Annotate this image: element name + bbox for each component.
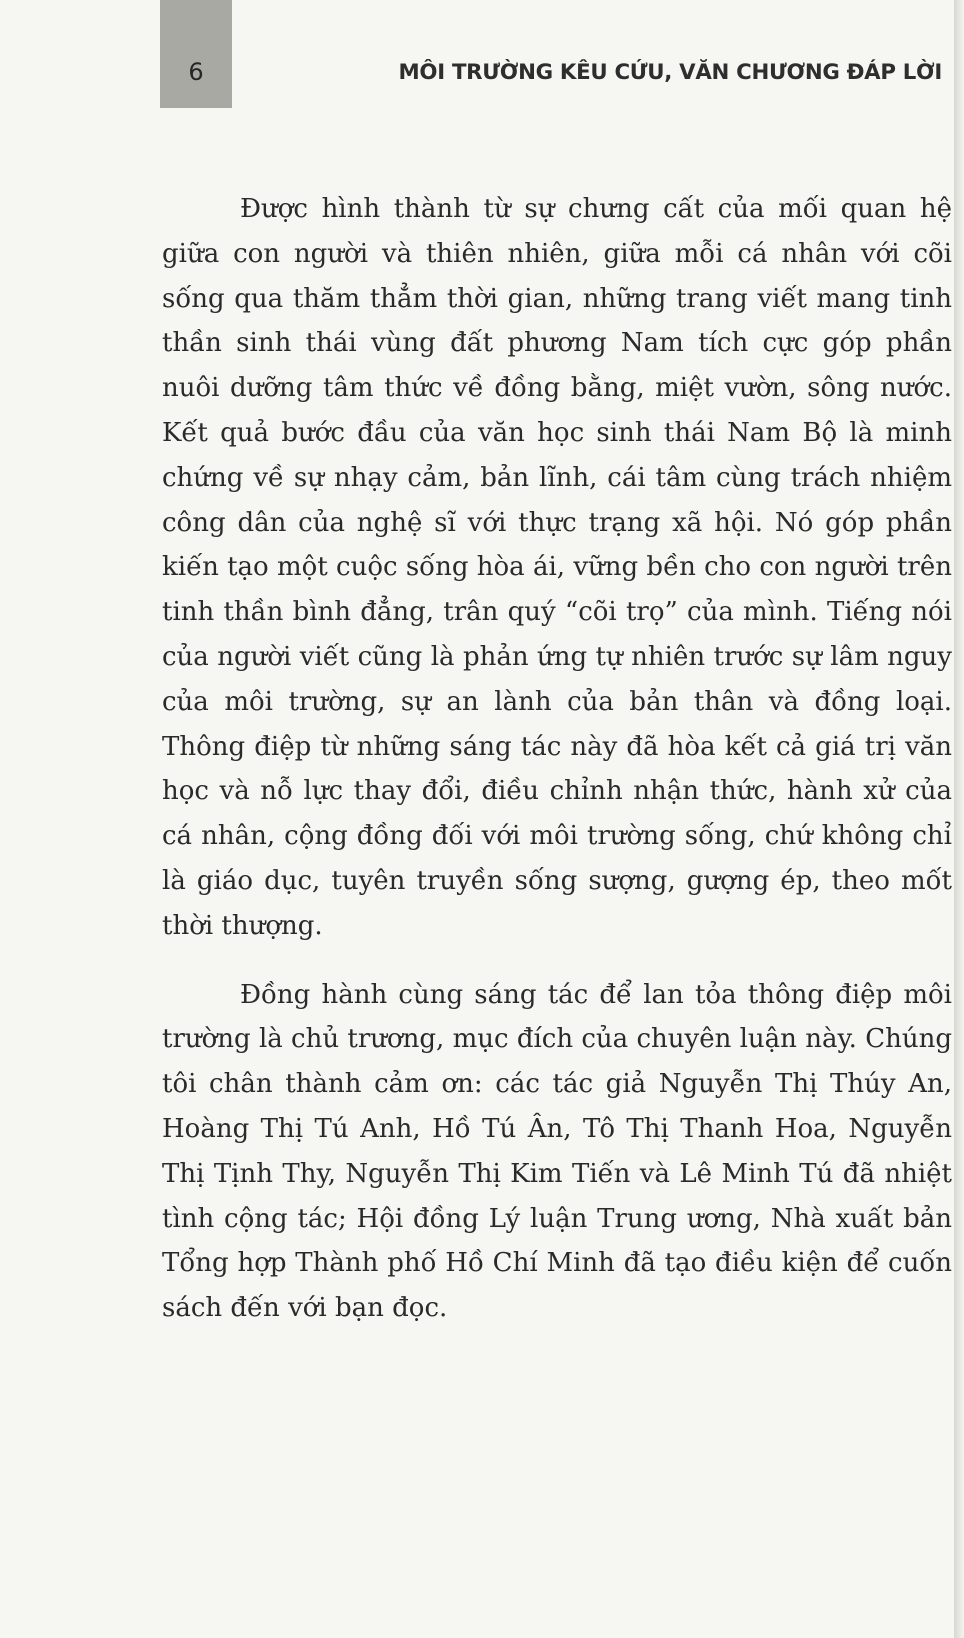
running-title: MÔI TRƯỜNG KÊU CỨU, VĂN CHƯƠNG ĐÁP LỜI [398, 60, 942, 85]
paragraph-2: Đồng hành cùng sáng tác để lan tỏa thông điệp môi trường là chủ trương, mục đích của chuyên luận này. Chúng tôi chân thành cảm ơn: các tác giả Nguyễn Thị Thúy An, Hoàng Thị Tú Anh, Hồ Tú Ân, Tô Thị Thanh Hoa, Nguyễn Thị Tịnh Thy, Nguyễn Thị Kim Tiến và Lê Minh Tú đã nhiệt tình cộng tác; Hội đồng Lý luận Trung ương, Nhà xuất bản Tổng hợp Thành phố Hồ Chí Minh đã tạo điều kiện để cuốn sách đến với bạn đọc. [162, 979, 952, 1324]
page-edge-shadow [954, 0, 964, 1638]
page-number: 6 [188, 58, 204, 86]
body-text [162, 187, 952, 1331]
paragraph-1: Được hình thành từ sự chưng cất của mối quan hệ giữa con người và thiên nhiên, giữa mỗi cá nhân với cõi sống qua thăm thẳm thời gian, những trang viết mang tinh thần sinh thái vùng đất phương Nam tích cực góp phần nuôi dưỡng tâm thức về đồng bằng, miệt vườn, sông nước. Kết quả bước đầu của văn học sinh thái Nam Bộ là minh chứng về sự nhạy cảm, bản lĩnh, cái tâm cùng trách nhiệm công dân của nghệ sĩ với thực trạng xã hội. Nó góp phần kiến tạo một cuộc sống hòa ái, vững bền cho con người trên tinh thần bình đẳng, trân quý “cõi trọ” của mình. Tiếng nói của người viết cũng là phản ứng tự nhiên trước sự lâm nguy của môi trường, sự an lành của bản thân và đồng loại. Thông điệp từ những sáng tác này đã hòa kết cả giá trị văn học và nỗ lực thay đổi, điều chỉnh nhận thức, hành xử của cá nhân, cộng đồng đối với môi trường sống, chứ không chỉ là giáo dục, tuyên truyền sống sượng, gượng ép, theo mốt thời thượng. [162, 194, 952, 941]
page-number-tab [160, 0, 232, 108]
